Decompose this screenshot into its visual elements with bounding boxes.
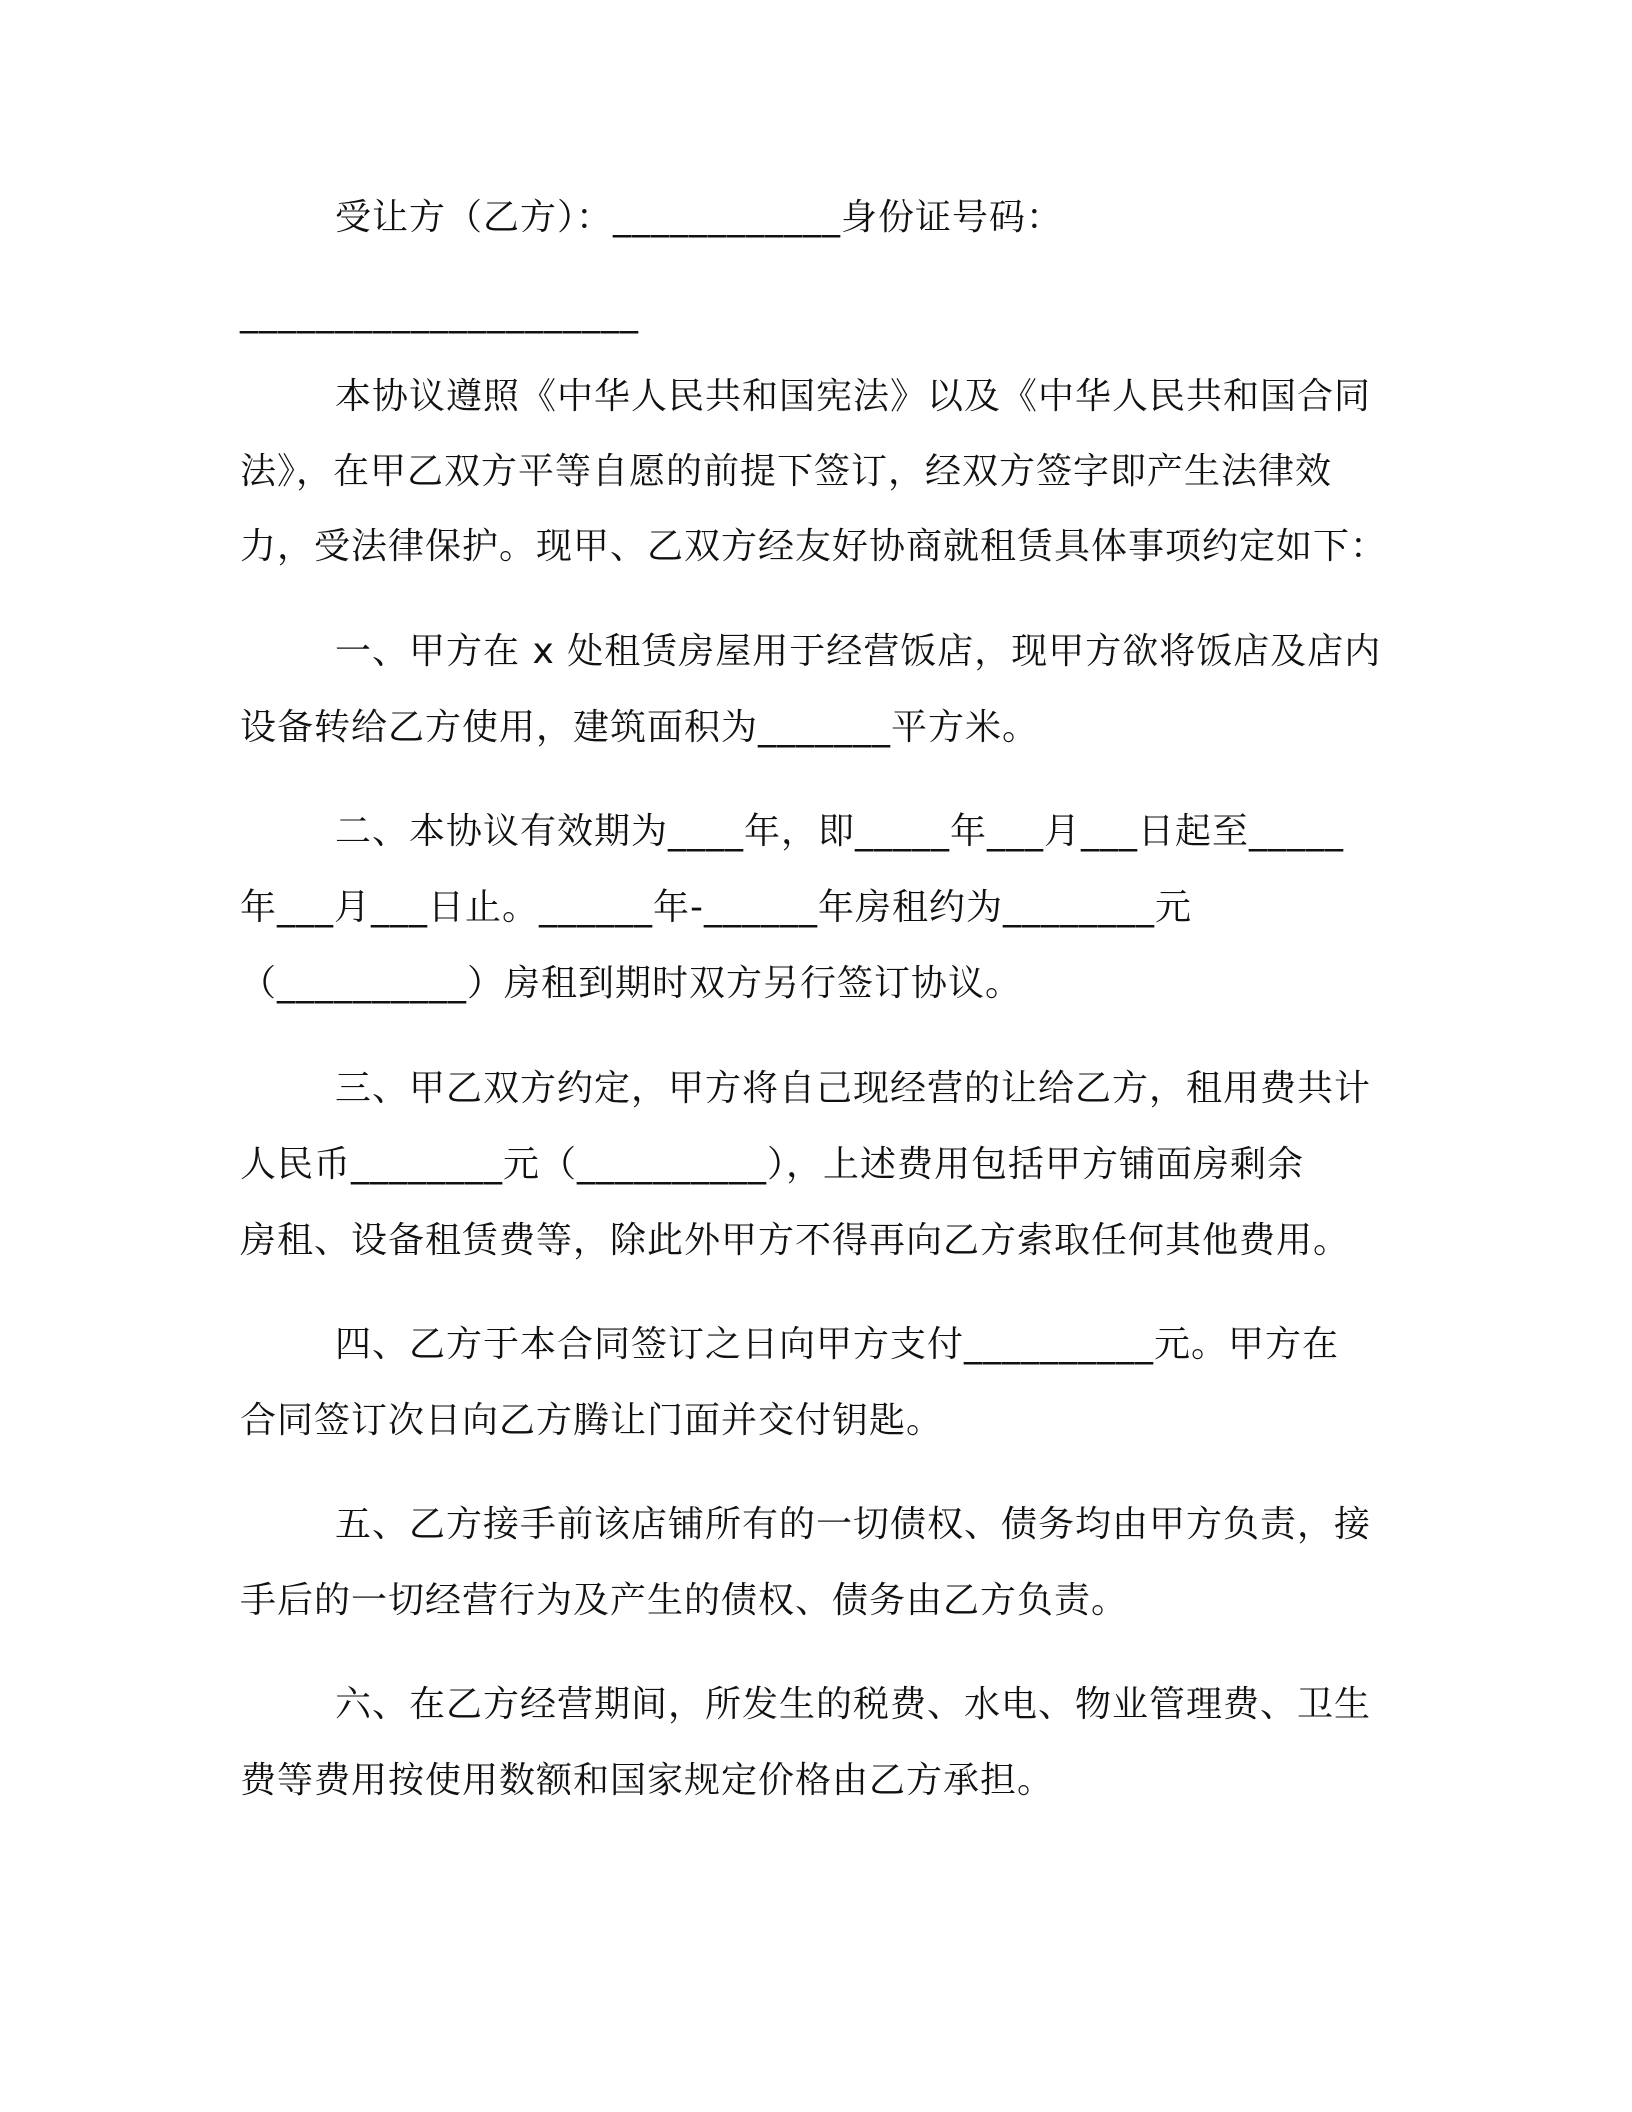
id-number-blank: _____________________ [240,293,639,334]
clause-1-line-2: 设备转给乙方使用，建筑面积为_______平方米。 [240,707,1040,748]
clause-6-line-1: 六、在乙方经营期间，所发生的税费、水电、物业管理费、卫生 [335,1684,1372,1725]
preamble-line-1: 本协议遵照《中华人民共和国宪法》以及《中华人民共和国合同 [335,376,1372,417]
transferee-line: 受让方（乙方）：____________身份证号码： [335,197,1064,238]
clause-3-line-2: 人民币________元（__________），上述费用包括甲方铺面房剩余 [240,1144,1305,1185]
clause-5-line-1: 五、乙方接手前该店铺所有的一切债权、债务均由甲方负责，接 [335,1504,1372,1545]
preamble-line-3: 力，受法律保护。现甲、乙双方经友好协商就租赁具体事项约定如下： [240,526,1388,567]
clause-4-line-2: 合同签订次日向乙方腾让门面并交付钥匙。 [240,1400,944,1441]
clause-4-line-1: 四、乙方于本合同签订之日向甲方支付__________元。甲方在 [335,1324,1340,1365]
preamble-line-2: 法》，在甲乙双方平等自愿的前提下签订，经双方签字即产生法律效 [240,451,1333,492]
clause-2-line-2: 年___月___日止。______年-______年房租约为________元 [240,887,1192,928]
clause-1-line-1: 一、甲方在 x 处租赁房屋用于经营饭店，现甲方欲将饭店及店内 [335,631,1382,672]
clause-5-line-2: 手后的一切经营行为及产生的债权、债务由乙方负责。 [240,1580,1129,1621]
clause-2-line-3: （__________）房租到期时双方另行签订协议。 [240,963,1023,1004]
clause-2-line-1: 二、本协议有效期为____年，即_____年___月___日起至_____ [335,811,1345,852]
clause-3-line-3: 房租、设备租赁费等，除此外甲方不得再向乙方索取任何其他费用。 [240,1220,1351,1261]
clause-3-line-1: 三、甲乙双方约定，甲方将自己现经营的让给乙方，租用费共计 [335,1068,1372,1109]
clause-6-line-2: 费等费用按使用数额和国家规定价格由乙方承担。 [240,1760,1055,1801]
